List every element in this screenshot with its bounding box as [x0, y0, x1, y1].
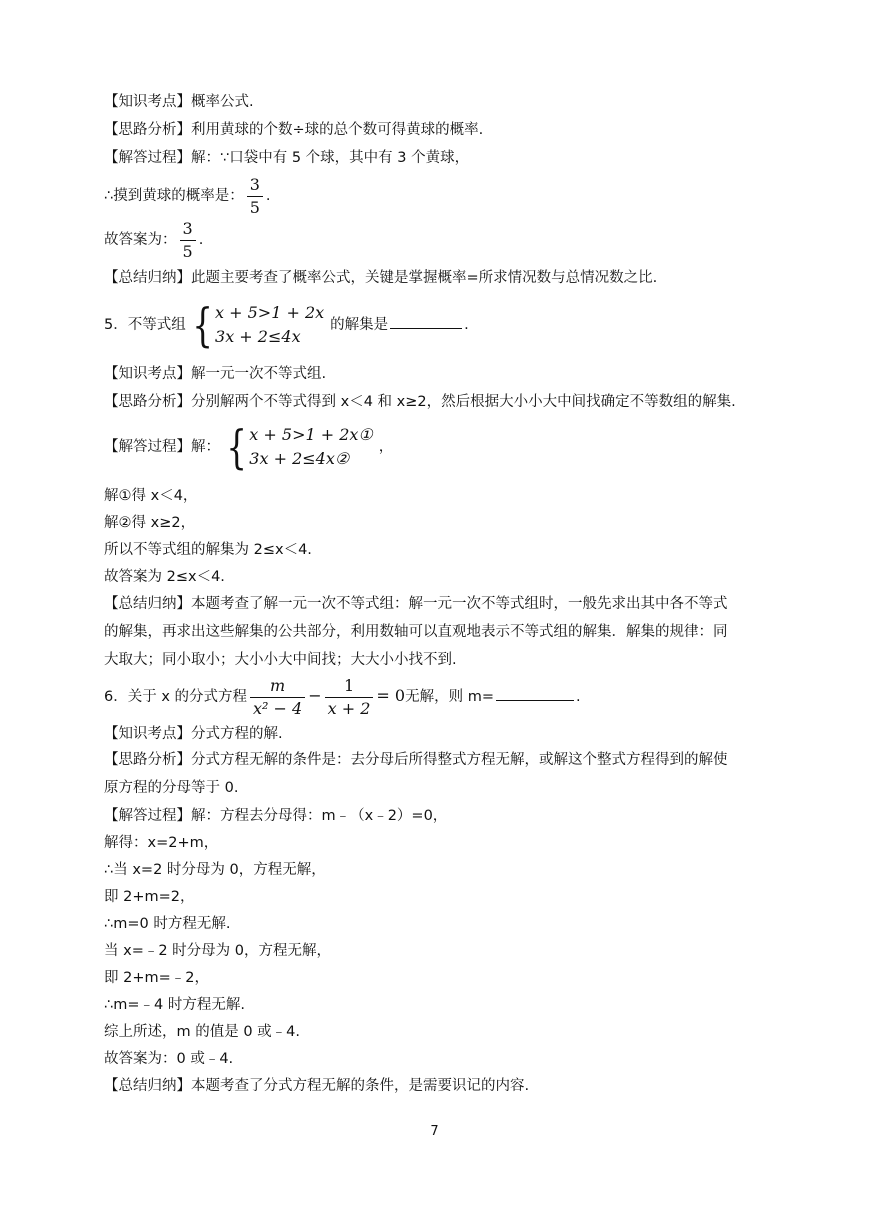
fraction-denominator: x² − 4 [250, 697, 305, 718]
text-line: 当 x=﹣2 时分母为 0，方程无解， [104, 943, 332, 959]
text-line: 【解答过程】解：∵口袋中有 5 个球，其中有 3 个黄球， [104, 150, 470, 166]
answer-suffix: . [198, 232, 204, 248]
text-line: 【总结归纳】本题考查了解一元一次不等式组：解一元一次不等式组时，一般先求出其中各不等式 [104, 596, 728, 612]
text-line: ∴当 x=2 时分母为 0，方程无解， [104, 862, 326, 878]
text-line: 即 2+m=2， [104, 889, 195, 905]
question-5-prefix: 5．不等式组 [104, 317, 186, 333]
text-line: 故答案为：0 或﹣4. [104, 1051, 234, 1067]
solution-prefix: 【解答过程】解： [104, 439, 220, 455]
inequality-1: x + 5>1 + 2x① [249, 425, 373, 444]
text-line: 【总结归纳】本题考查了分式方程无解的条件，是需要识记的内容. [104, 1078, 530, 1094]
answer-prefix: 故答案为： [104, 232, 177, 248]
question-5-end: . [464, 317, 469, 333]
answer-blank [496, 699, 574, 701]
question-6-prefix: 6．关于 x 的分式方程 [104, 689, 248, 705]
answer-blank [390, 327, 462, 329]
fraction-numerator: 3 [182, 218, 193, 238]
text-line: 原方程的分母等于 0. [104, 780, 239, 796]
answer-line [104, 218, 203, 262]
text-line: 【思路分析】分别解两个不等式得到 x＜4 和 x≥2，然后根据大小小大中间找确定不等数组的解集. [104, 394, 736, 410]
equals-zero: = 0 [376, 686, 406, 705]
brace-icon: { [192, 298, 213, 352]
inequality-2: 3x + 2≤4x② [249, 449, 350, 468]
fraction-numerator: m [270, 675, 286, 695]
inequality-system [188, 298, 325, 352]
text-line: 【思路分析】利用黄球的个数÷球的总个数可得黄球的概率. [104, 122, 484, 138]
inequality-1: x + 5>1 + 2x [215, 303, 325, 322]
text-line: 故答案为 2≤x＜4. [104, 569, 225, 585]
solution-suffix: ， [378, 439, 394, 455]
answer-fraction [180, 220, 196, 261]
text-line: 【思路分析】分式方程无解的条件是：去分母后所得整式方程无解，或解这个整式方程得到的解使 [104, 752, 728, 768]
inequality-system [222, 420, 373, 474]
text-line: 所以不等式组的解集为 2≤x＜4. [104, 542, 312, 558]
fraction-denominator: 5 [247, 196, 263, 217]
text-line: 【知识考点】分式方程的解. [104, 726, 283, 742]
text-line: 的解集，再求出这些解集的公共部分，利用数轴可以直观地表示不等式组的解集．解集的规律：同 [104, 624, 728, 640]
inequality-2: 3x + 2≤4x [215, 327, 301, 346]
question-6-end: . [575, 689, 581, 705]
page-number: 7 [430, 1124, 439, 1139]
text-line: 解得：x=2+m， [104, 835, 219, 851]
solution-line [104, 422, 393, 472]
text-line: 【知识考点】概率公式. [104, 94, 254, 110]
minus-sign: − [308, 686, 322, 705]
text-line: 解②得 x≥2， [104, 515, 196, 531]
text-line: ∴m=﹣4 时方程无解. [104, 997, 245, 1013]
text-line: 【知识考点】解一元一次不等式组. [104, 366, 327, 382]
fraction-numerator: 3 [249, 174, 260, 194]
probability-fraction [247, 176, 263, 217]
question-5 [104, 300, 469, 350]
text-line: ∴m=0 时方程无解. [104, 916, 231, 932]
text-line: 解①得 x＜4， [104, 488, 198, 504]
brace-icon: { [226, 420, 247, 474]
probability-prefix: ∴摸到黄球的概率是： [104, 188, 244, 204]
probability-line [104, 174, 271, 218]
text-line: 大取大；同小取小；大小小大中间找；大大小小找不到. [104, 652, 457, 668]
question-5-suffix: 的解集是 [330, 317, 389, 333]
summary-line: 【总结归纳】此题主要考查了概率公式，关键是掌握概率=所求情况数与总情况数之比. [104, 270, 658, 286]
fraction-denominator: 5 [180, 240, 196, 261]
fraction-numerator: 1 [343, 675, 355, 695]
question-6 [104, 674, 581, 719]
fraction-1 [250, 677, 305, 718]
text-line: 【解答过程】解：方程去分母得：m﹣（x﹣2）=0， [104, 808, 448, 824]
question-6-mid: 无解，则 m= [405, 689, 494, 705]
text-line: 即 2+m=﹣2， [104, 970, 209, 986]
text-line: 综上所述，m 的值是 0 或﹣4. [104, 1024, 301, 1040]
fraction-denominator: x + 2 [325, 697, 374, 718]
probability-suffix: . [265, 188, 271, 204]
fraction-2 [325, 677, 374, 718]
